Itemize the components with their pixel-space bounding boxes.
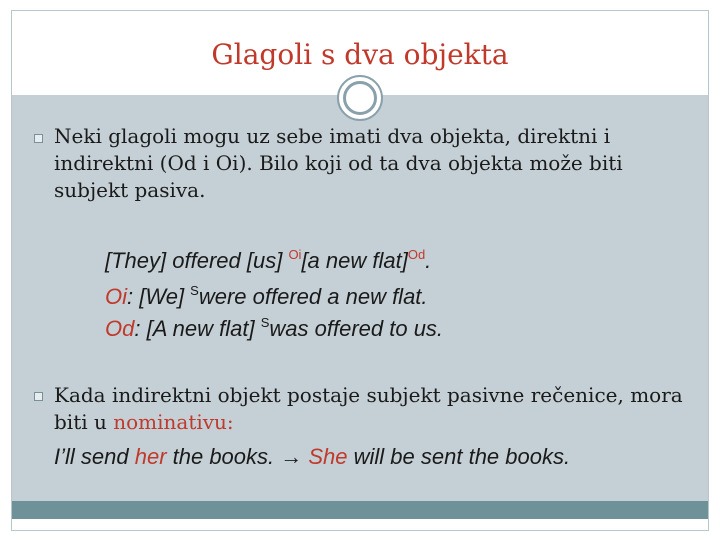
decorative-ring-icon: [343, 81, 377, 115]
example-2-part-a: : [We]: [127, 284, 191, 309]
bullet-icon: [34, 392, 43, 401]
example-4-highlight-she: She: [308, 444, 348, 469]
label-oi: Oi: [105, 284, 127, 309]
example-1-part-b: [a new flat]: [301, 248, 408, 273]
label-od: Od: [105, 316, 135, 341]
superscript-od: Od: [407, 247, 426, 262]
example-3-part-a: : [A new flat]: [134, 316, 261, 341]
example-line-1: [105, 247, 431, 274]
example-4-highlight-her: her: [134, 444, 167, 469]
example-2-part-b: were offered a new flat.: [198, 284, 428, 309]
example-line-3: [105, 315, 443, 342]
example-1-part-a: [They] offered [us]: [105, 248, 289, 273]
bullet-text-2: [54, 382, 694, 436]
example-4-part-c: will be sent the books.: [347, 444, 571, 469]
example-4-part-a: I’ll send: [54, 444, 135, 469]
bullet-2-main: Kada indirektni objekt postaje subjekt pasivne rečenice, mora biti u: [54, 383, 683, 434]
bullet-icon: [34, 134, 43, 143]
footer-bar: [12, 501, 708, 519]
example-1-part-c: .: [425, 248, 432, 273]
example-4-part-b: the books. →: [166, 444, 309, 469]
superscript-oi: Oi: [288, 247, 302, 262]
superscript-s: S: [190, 283, 199, 298]
example-line-2: [105, 283, 428, 310]
superscript-s: S: [260, 315, 270, 330]
example-line-4: [54, 444, 570, 470]
bullet-2-highlight: nominativu:: [113, 410, 234, 434]
bullet-text-1: Neki glagoli mogu uz sebe imati dva objekta, direktni i indirektni (Od i Oi). Bilo koji od ta dva objekta može biti subjekt pasiva.: [54, 124, 623, 202]
example-3-part-b: was offered to us.: [269, 316, 444, 341]
slide-title: Glagoli s dva objekta: [211, 38, 509, 71]
